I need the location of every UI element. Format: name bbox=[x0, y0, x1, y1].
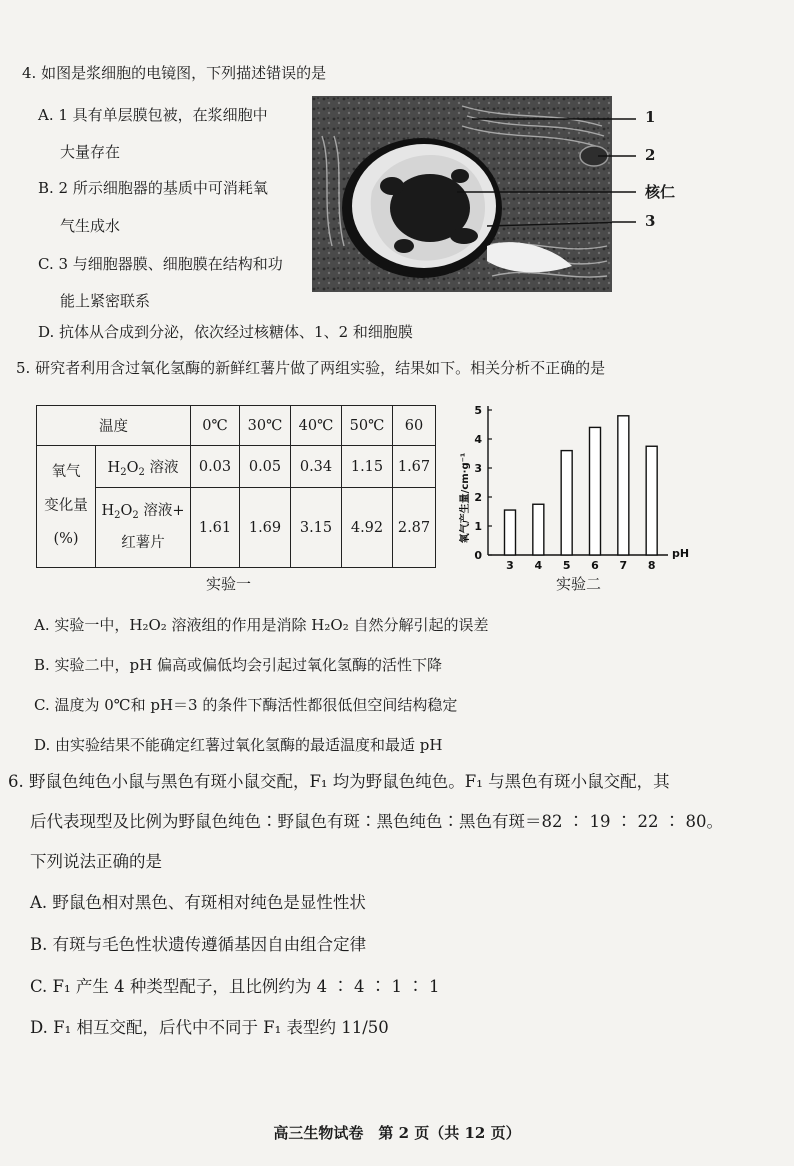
q5-option-c: C. 温度为 0℃和 pH＝3 的条件下酶活性都很低但空间结构稳定 bbox=[34, 696, 458, 714]
q4-option-c-line2: 能上紧密联系 bbox=[60, 292, 151, 310]
table-row-label: 氧气 变化量 (%) bbox=[37, 446, 96, 568]
label-nucleolus: 核仁 bbox=[645, 183, 676, 201]
label-1: 1 bbox=[645, 108, 656, 126]
micrograph-leader-lines bbox=[612, 96, 642, 292]
caption-experiment-1: 实验一 bbox=[206, 575, 252, 593]
y-axis-label: 氧气产生量/cm·g⁻¹ bbox=[460, 452, 471, 544]
table-temp: 40℃ bbox=[291, 406, 342, 446]
q4-stem: 4. 如图是浆细胞的电镜图，下列描述错误的是 bbox=[22, 64, 327, 82]
table-cell: 0.34 bbox=[291, 446, 342, 488]
q6-stem-line3: 下列说法正确的是 bbox=[30, 852, 162, 871]
table-cell: 3.15 bbox=[291, 488, 342, 568]
table-temp: 30℃ bbox=[240, 406, 291, 446]
q4-option-a-line2: 大量存在 bbox=[60, 143, 121, 161]
q6-option-c: C. F₁ 产生 4 种类型配子，且比例约为 4 ∶ 4 ∶ 1 ∶ 1 bbox=[30, 977, 440, 996]
x-axis-label: pH bbox=[672, 547, 690, 560]
bar-ph-3 bbox=[505, 510, 516, 555]
q4-option-b-line1: B. 2 所示细胞器的基质中可消耗氧 bbox=[38, 179, 268, 197]
y-tick-label: 4 bbox=[474, 433, 482, 446]
q6-option-b: B. 有斑与毛色性状遗传遵循基因自由组合定律 bbox=[30, 935, 367, 954]
x-tick-label: 4 bbox=[534, 559, 543, 572]
table-cell: 4.92 bbox=[342, 488, 393, 568]
x-tick-label: 3 bbox=[506, 559, 514, 572]
q5-stem: 5. 研究者利用含过氧化氢酶的新鲜红薯片做了两组实验，结果如下。相关分析不正确的是 bbox=[16, 359, 606, 377]
experiment-one-table bbox=[36, 405, 436, 568]
table-cell: 1.61 bbox=[191, 488, 240, 568]
table-cell: 1.67 bbox=[393, 446, 436, 488]
chart-bars bbox=[505, 416, 658, 555]
q6-stem-line2: 后代表现型及比例为野鼠色纯色∶野鼠色有斑∶黑色纯色∶黑色有斑＝82 ∶ 19 ∶ 22 ∶ 80。 bbox=[30, 812, 723, 831]
y-tick-label: 2 bbox=[474, 491, 482, 504]
q4-option-a-line1: A. 1 具有单层膜包被，在浆细胞中 bbox=[38, 106, 268, 124]
q5-option-b: B. 实验二中，pH 偏高或偏低均会引起过氧化氢酶的活性下降 bbox=[34, 656, 443, 674]
q6-option-a: A. 野鼠色相对黑色、有斑相对纯色是显性性状 bbox=[30, 893, 366, 912]
table-cell: 2.87 bbox=[393, 488, 436, 568]
q5-option-d: D. 由实验结果不能确定红薯过氧化氢酶的最适温度和最适 pH bbox=[34, 736, 443, 754]
table-cell: 1.15 bbox=[342, 446, 393, 488]
bar-ph-7 bbox=[618, 416, 629, 555]
x-tick-label: 6 bbox=[591, 559, 599, 572]
table-temp: 60 bbox=[393, 406, 436, 446]
table-cell: 0.05 bbox=[240, 446, 291, 488]
q4-option-b-line2: 气生成水 bbox=[60, 217, 121, 235]
q4-option-c-line1: C. 3 与细胞器膜、细胞膜在结构和功 bbox=[38, 255, 283, 273]
q6-option-d: D. F₁ 相互交配，后代中不同于 F₁ 表型约 11/50 bbox=[30, 1018, 389, 1037]
bar-ph-4 bbox=[533, 504, 544, 555]
q5-option-a: A. 实验一中，H₂O₂ 溶液组的作用是消除 H₂O₂ 自然分解引起的误差 bbox=[34, 616, 489, 634]
q4-option-d: D. 抗体从合成到分泌，依次经过核糖体、1、2 和细胞膜 bbox=[38, 323, 413, 341]
x-tick-label: 7 bbox=[619, 559, 628, 572]
table-row2-name: $H_2O_2$ 溶液+ 红薯片 bbox=[96, 488, 191, 568]
y-tick-label: 1 bbox=[474, 520, 482, 533]
label-3: 3 bbox=[645, 212, 656, 230]
table-row1-name: $H_2O_2$ 溶液 bbox=[96, 446, 191, 488]
q6-stem-line1: 6. 野鼠色纯色小鼠与黑色有斑小鼠交配，F₁ 均为野鼠色纯色。F₁ 与黑色有斑小鼠交配，其 bbox=[8, 772, 670, 791]
y-tick-label: 0 bbox=[474, 549, 482, 562]
x-tick-label: 8 bbox=[647, 559, 656, 572]
table-cell: 0.03 bbox=[191, 446, 240, 488]
y-tick-label: 5 bbox=[474, 404, 482, 417]
table-header-temperature: 温度 bbox=[37, 406, 191, 446]
x-tick-label: 5 bbox=[562, 559, 571, 572]
table-cell: 1.69 bbox=[240, 488, 291, 568]
table-temp: 50℃ bbox=[342, 406, 393, 446]
label-2: 2 bbox=[645, 146, 656, 164]
plasma-cell-micrograph bbox=[312, 96, 612, 292]
bar-ph-5 bbox=[561, 451, 572, 555]
table-temp: 0℃ bbox=[191, 406, 240, 446]
y-tick-label: 3 bbox=[474, 462, 482, 475]
experiment-two-chart bbox=[448, 398, 698, 573]
bar-ph-6 bbox=[590, 427, 601, 555]
caption-experiment-2: 实验二 bbox=[556, 575, 602, 593]
page-footer: 高三生物试卷 第 2 页（共 12 页） bbox=[273, 1124, 521, 1142]
bar-ph-8 bbox=[646, 446, 657, 555]
